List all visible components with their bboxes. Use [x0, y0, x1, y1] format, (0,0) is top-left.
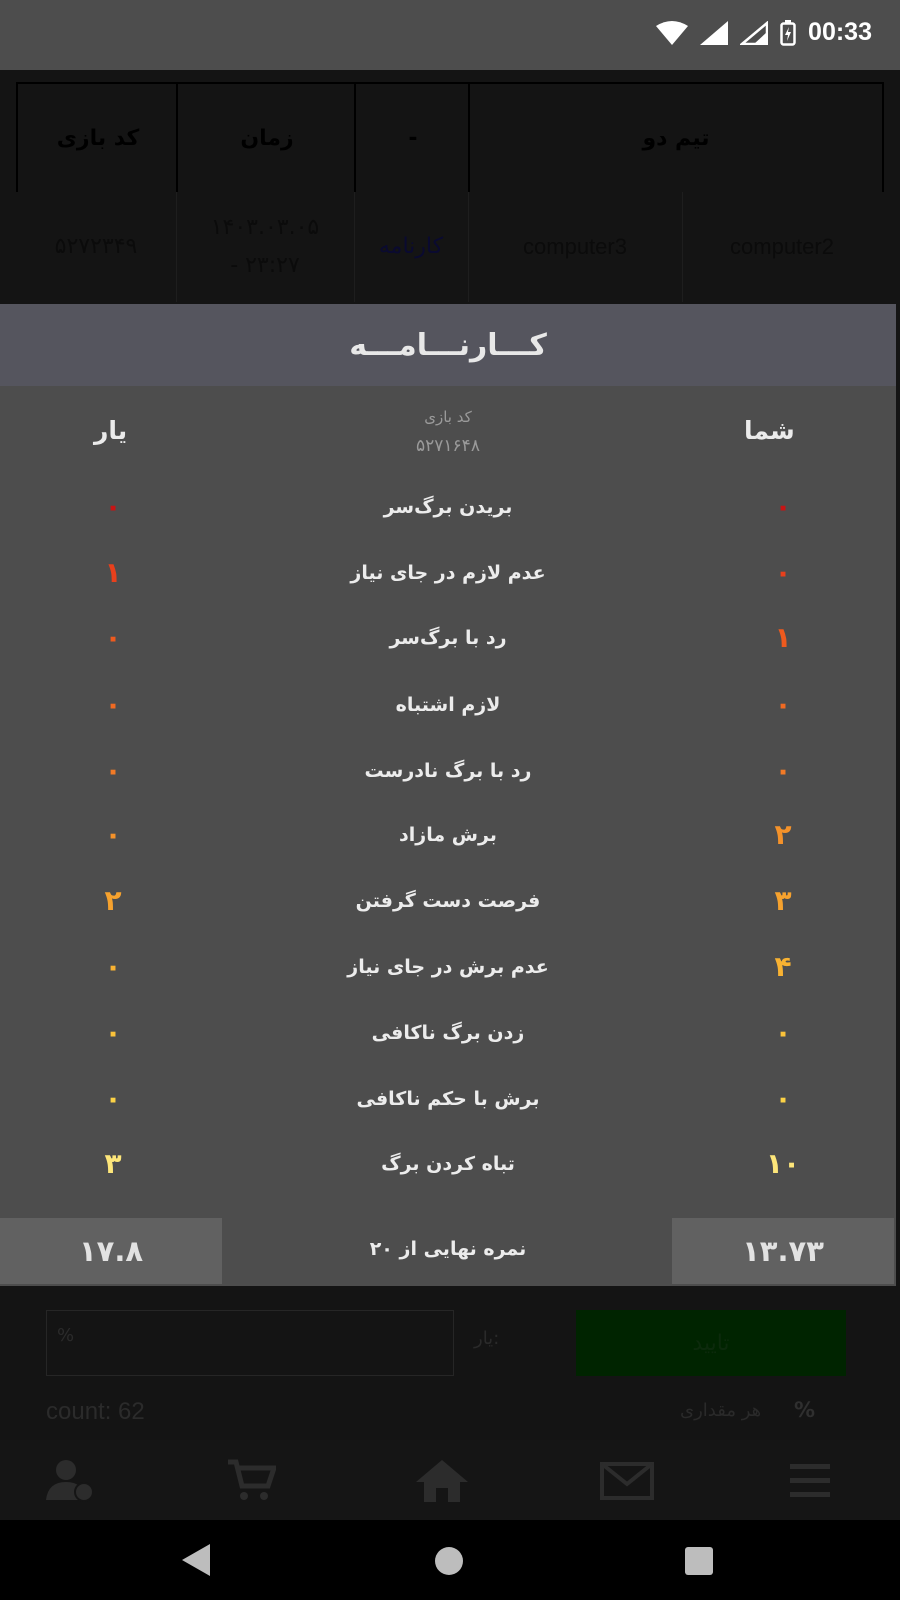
cell-signal-icon	[700, 21, 728, 45]
criterion-label: عدم برش در جای نیاز	[347, 956, 549, 978]
final-score-you: ۱۳.۷۳	[672, 1218, 894, 1284]
report-row	[0, 1082, 896, 1122]
confirm-button[interactable]: تایید	[576, 1310, 846, 1376]
partner-value: ۰	[104, 688, 122, 721]
home-button-icon[interactable]	[434, 1546, 464, 1576]
you-value: ۲	[774, 818, 792, 851]
header-game-code: کد بازی	[16, 82, 178, 192]
partner-value: ۰	[104, 1082, 122, 1115]
header-time: زمان	[176, 82, 356, 192]
game-time-cell	[176, 190, 354, 304]
you-value: ۳	[774, 884, 792, 917]
games-table	[16, 82, 882, 304]
any-amount-hint: هر مقداری	[680, 1400, 762, 1421]
report-row	[0, 556, 896, 596]
criterion-label: فرصت دست گرفتن	[355, 890, 541, 912]
profile-icon[interactable]	[44, 1458, 96, 1502]
report-link[interactable]: کارنامه	[378, 234, 444, 259]
partner-value: ۳	[104, 1147, 122, 1180]
you-value: ۰	[774, 1082, 792, 1115]
game-code-value: ۵۲۷۱۶۴۸	[416, 436, 480, 456]
you-value: ۰	[774, 1016, 792, 1049]
final-score-label: نمره نهایی از ۲۰	[369, 1238, 527, 1260]
back-icon[interactable]	[180, 1542, 212, 1578]
report-row	[0, 950, 896, 990]
battery-icon	[780, 20, 796, 46]
you-value: ۱	[774, 621, 792, 654]
you-value: ۰	[774, 688, 792, 721]
system-navigation-bar	[0, 1520, 900, 1600]
wifi-icon	[656, 21, 688, 45]
report-row	[0, 754, 896, 794]
report-row	[0, 688, 896, 728]
you-value: ۰	[774, 490, 792, 523]
partner-field-label: یار:	[474, 1328, 500, 1349]
criterion-label: عدم لازم در جای نیاز	[350, 562, 546, 584]
you-value: ۴	[774, 950, 792, 983]
report-card-dialog	[0, 304, 896, 1286]
report-row	[0, 1147, 896, 1187]
criterion-label: بریدن برگ‌سر	[383, 496, 513, 518]
criterion-label: لازم اشتباه	[395, 694, 501, 716]
bottom-navigation	[0, 1440, 900, 1520]
percent-input[interactable]: %	[46, 1310, 454, 1376]
partner-value: ۰	[104, 950, 122, 983]
partner-value: ۰	[104, 818, 122, 851]
status-bar	[0, 0, 900, 70]
you-value: ۰	[774, 754, 792, 787]
criterion-label: زدن برگ ناکافی	[371, 1022, 525, 1044]
report-row	[0, 1016, 896, 1056]
partner-value: ۰	[104, 621, 122, 654]
report-row	[0, 490, 896, 530]
menu-icon[interactable]	[790, 1464, 830, 1498]
report-row	[0, 884, 896, 924]
header-team-two: تیم دو	[468, 82, 884, 192]
clock-time: 00:33	[808, 18, 872, 46]
game-date: ۱۴۰۳.۰۳.۰۵	[210, 215, 320, 240]
assignment-form	[0, 1286, 900, 1440]
report-row	[0, 621, 896, 661]
game-code-label: کد بازی	[424, 408, 472, 426]
you-value: ۰	[774, 556, 792, 589]
player-one-cell: computer2	[730, 234, 834, 259]
count-text: count: 62	[46, 1398, 145, 1425]
you-value: ۱۰	[765, 1147, 801, 1180]
header-dash: -	[354, 82, 470, 192]
you-column-heading: شما	[744, 416, 795, 445]
partner-value: ۰	[104, 754, 122, 787]
partner-value: ۲	[104, 884, 122, 917]
partner-value: ۰	[104, 490, 122, 523]
dialog-title: کـــارنـــامـــه	[0, 304, 896, 386]
recents-icon[interactable]	[684, 1546, 714, 1576]
mail-icon[interactable]	[600, 1462, 654, 1500]
partner-value: ۱	[104, 556, 122, 589]
percent-sign: %	[794, 1398, 816, 1422]
partner-value: ۰	[104, 1016, 122, 1049]
partner-column-heading: یار	[94, 416, 128, 445]
criterion-label: رد با برگ‌سر	[389, 627, 507, 649]
criterion-label: تباه کردن برگ	[381, 1153, 515, 1175]
criterion-label: برش با حکم ناکافی	[356, 1088, 540, 1110]
criterion-label: برش مازاد	[399, 824, 497, 846]
home-icon[interactable]	[414, 1458, 470, 1504]
criterion-label: رد با برگ نادرست	[364, 760, 532, 782]
player-two-cell: computer3	[523, 234, 627, 259]
report-row	[0, 818, 896, 858]
game-clock: - ۲۳:۲۷	[230, 253, 300, 278]
cell-signal-empty-icon	[740, 21, 768, 45]
cart-icon[interactable]	[226, 1458, 276, 1502]
final-score-partner: ۱۷.۸	[0, 1218, 222, 1284]
game-code-cell: ۵۲۷۲۳۴۹	[54, 234, 138, 259]
